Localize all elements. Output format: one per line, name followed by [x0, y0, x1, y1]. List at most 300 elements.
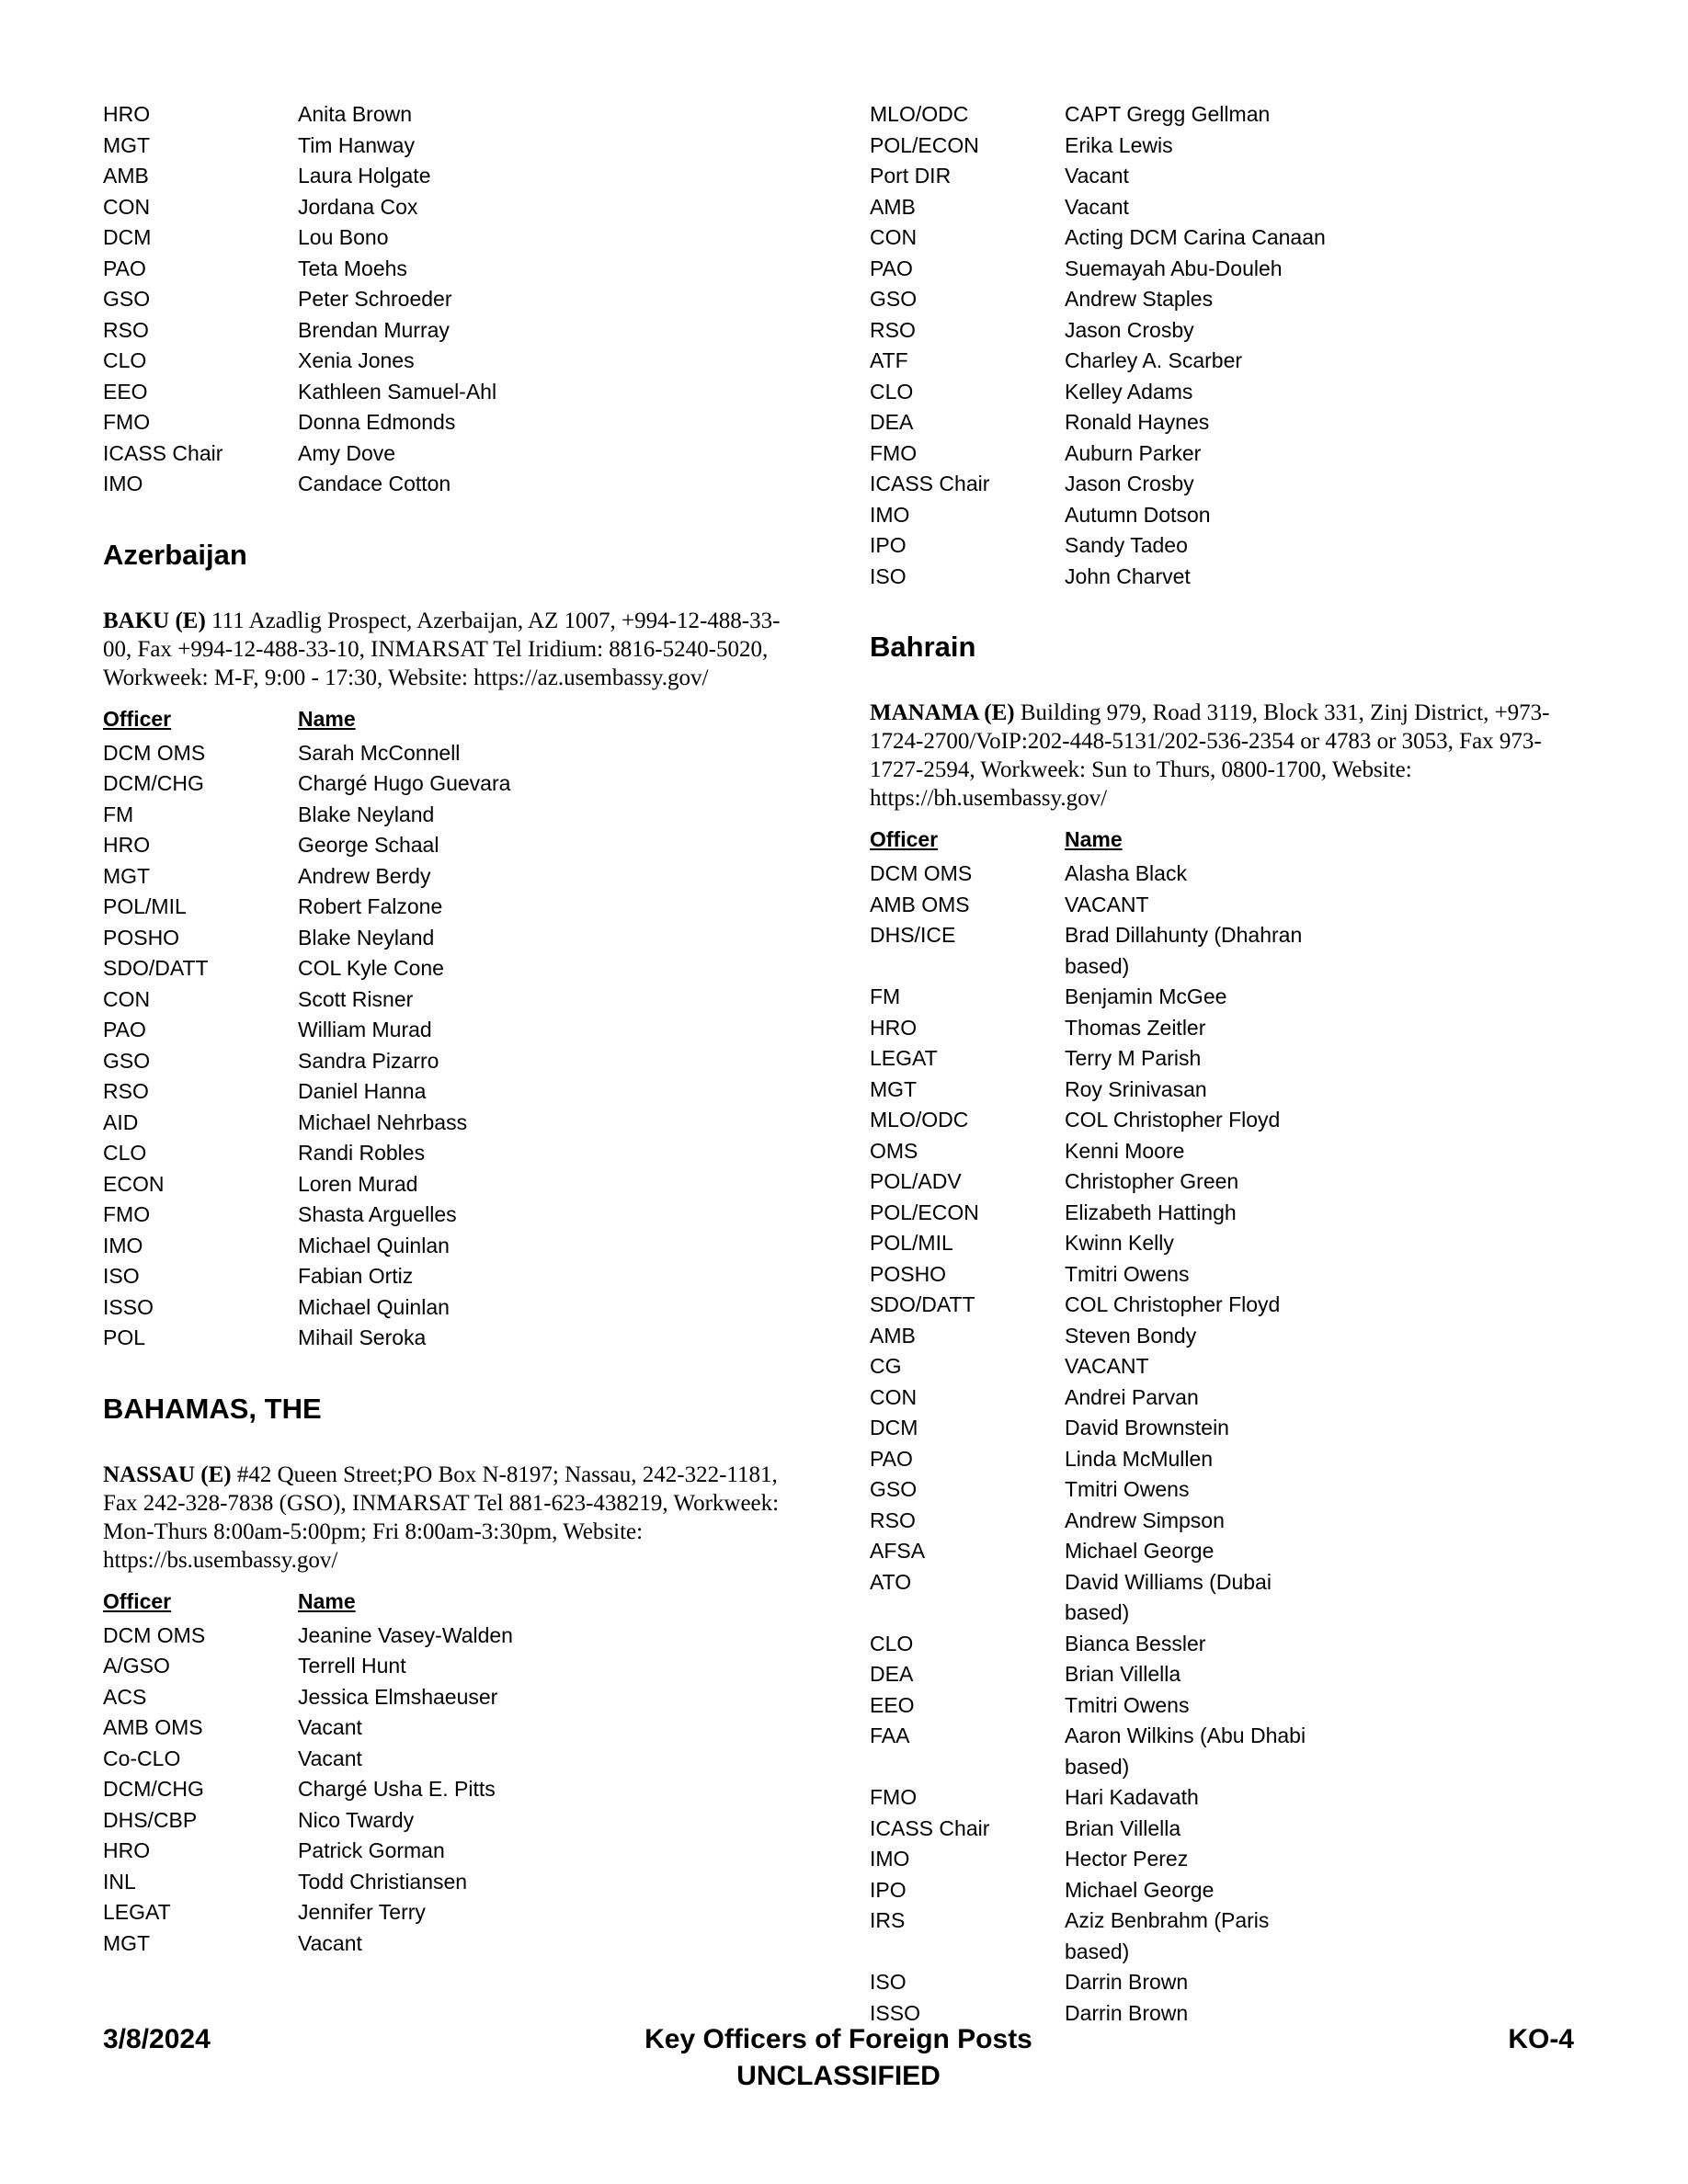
- officer-title: SDO/DATT: [103, 956, 209, 980]
- officer-name: Auburn Parker: [1065, 440, 1202, 465]
- officer-name: Brian Villella: [1065, 1815, 1181, 1840]
- table-row: [870, 1290, 1587, 1321]
- table-row: [103, 346, 820, 377]
- officer-title: POSHO: [870, 1261, 947, 1286]
- officer-title: POL: [103, 1325, 146, 1349]
- officer-title: IPO: [870, 533, 907, 557]
- table-row: [103, 1712, 820, 1744]
- officer-name: Scott Risner: [298, 986, 414, 1011]
- officer-name: Blake Neyland: [298, 802, 435, 826]
- post-name: NASSAU (E): [103, 1462, 232, 1487]
- officer-title: FMO: [870, 1785, 918, 1809]
- table-row: [103, 469, 820, 500]
- officer-name: Hari Kadavath: [1065, 1785, 1199, 1809]
- officer-name: Daniel Hanna: [298, 1079, 427, 1103]
- officer-name: Blake Neyland: [298, 925, 435, 950]
- officer-title: IPO: [870, 1877, 907, 1902]
- footer-title: Key Officers of Foreign Posts: [644, 2024, 1032, 2054]
- name-header: Name: [298, 706, 356, 731]
- table-row: [103, 222, 820, 254]
- table-row: [870, 1075, 1587, 1106]
- officer-name: Tim Hanway: [298, 132, 415, 157]
- officer-name: Nico Twardy: [298, 1807, 415, 1832]
- table-row: [870, 859, 1587, 890]
- table-row: [103, 923, 820, 954]
- table-row: [870, 890, 1587, 921]
- officer-name: VACANT: [1065, 892, 1149, 916]
- officer-name: Sarah McConnell: [298, 740, 461, 765]
- table-row: [870, 1814, 1587, 1845]
- table-row: [870, 1136, 1587, 1167]
- table-row: [870, 254, 1587, 285]
- officer-title: IRS: [870, 1908, 906, 1932]
- table-row: [870, 1043, 1587, 1075]
- table-row: [103, 1621, 820, 1652]
- officer-list-continued: [870, 99, 1587, 592]
- officer-title: MGT: [103, 1930, 151, 1955]
- officer-title: POSHO: [103, 925, 180, 950]
- table-row: [870, 1659, 1587, 1690]
- officer-name: Laura Holgate: [298, 164, 431, 188]
- officer-title: FMO: [103, 410, 151, 434]
- table-row: [103, 1897, 820, 1928]
- officer-title: POL/ECON: [870, 132, 979, 157]
- officer-title: GSO: [870, 1477, 918, 1501]
- officer-name: Donna Edmonds: [298, 410, 456, 434]
- officer-title: LEGAT: [103, 1900, 171, 1924]
- officer-name: Kathleen Samuel-Ahl: [298, 379, 497, 404]
- post-name: BAKU (E): [103, 608, 206, 633]
- officer-name: Xenia Jones: [298, 348, 415, 372]
- officer-title: CON: [870, 225, 918, 249]
- officer-title: DCM OMS: [103, 1622, 206, 1647]
- officer-name: Brad Dillahunty (Dhahran based): [1065, 923, 1303, 978]
- officer-title: A/GSO: [103, 1654, 170, 1678]
- table-row: [103, 738, 820, 769]
- table-row: [870, 469, 1587, 500]
- table-row: [103, 131, 820, 162]
- officer-title: CON: [103, 194, 151, 219]
- table-row: [870, 438, 1587, 470]
- officer-name: Anita Brown: [298, 102, 413, 126]
- table-row: [870, 1351, 1587, 1382]
- officer-name: Candace Cotton: [298, 472, 451, 495]
- officer-name: Christopher Green: [1065, 1169, 1239, 1193]
- officer-name: Amy Dove: [298, 440, 396, 465]
- table-row: [103, 1169, 820, 1200]
- table-row: [870, 1721, 1587, 1782]
- table-row: [870, 1474, 1587, 1506]
- officer-name: John Charvet: [1065, 563, 1191, 588]
- table-row: [103, 377, 820, 408]
- officer-list-continued: [103, 99, 820, 500]
- officer-title: GSO: [870, 287, 918, 311]
- officer-title: ISO: [870, 1970, 907, 1994]
- officer-name: Randi Robles: [298, 1141, 426, 1165]
- table-row: [103, 254, 820, 285]
- table-row: [103, 1046, 820, 1077]
- officer-name: David Brownstein: [1065, 1416, 1229, 1439]
- officer-name: Michael George: [1065, 1539, 1215, 1563]
- officer-name: Andrew Simpson: [1065, 1507, 1225, 1532]
- table-row: [870, 530, 1587, 562]
- name-header: Name: [1065, 827, 1123, 851]
- officer-name: Jessica Elmshaeuser: [298, 1684, 498, 1709]
- officer-name: Robert Falzone: [298, 894, 443, 918]
- officer-title: FMO: [103, 1202, 151, 1226]
- table-row: [870, 1259, 1587, 1291]
- footer-date: 3/8/2024: [103, 2024, 211, 2054]
- officer-list-baku: [103, 738, 820, 1354]
- table-row: [870, 377, 1587, 408]
- officer-name: COL Christopher Floyd: [1065, 1108, 1281, 1132]
- officer-title: OMS: [870, 1138, 918, 1163]
- table-row: [870, 1013, 1587, 1044]
- officer-title: AMB: [870, 194, 916, 219]
- officer-title: POL/MIL: [103, 894, 187, 918]
- officer-title: AMB: [870, 1323, 916, 1348]
- officer-name: Jennifer Terry: [298, 1900, 426, 1924]
- officer-name: Ronald Haynes: [1065, 410, 1210, 434]
- officer-title: CG: [870, 1354, 902, 1378]
- officer-title: MLO/ODC: [870, 1108, 969, 1132]
- officer-title: IMO: [103, 472, 143, 495]
- officer-name: David Williams (Dubai based): [1065, 1569, 1272, 1624]
- officer-name: Jason Crosby: [1065, 472, 1194, 495]
- officer-title: DCM: [870, 1416, 918, 1439]
- officer-title: PAO: [103, 1018, 146, 1041]
- officer-name: Acting DCM Carina Canaan: [1065, 225, 1326, 249]
- officer-name: Jeanine Vasey-Walden: [298, 1622, 513, 1647]
- officer-name: CAPT Gregg Gellman: [1065, 102, 1271, 126]
- table-row: [870, 222, 1587, 254]
- officer-name: Roy Srinivasan: [1065, 1076, 1207, 1101]
- officer-name: Chargé Hugo Guevara: [298, 771, 511, 795]
- officer-title: FM: [103, 802, 134, 826]
- officer-name: Sandy Tadeo: [1065, 533, 1188, 557]
- table-row: [870, 284, 1587, 315]
- officer-title: HRO: [103, 102, 151, 126]
- table-row: [870, 346, 1587, 377]
- officer-name: Tmitri Owens: [1065, 1477, 1190, 1501]
- officer-name: Brendan Murray: [298, 317, 450, 342]
- left-column: [103, 99, 820, 1959]
- officer-title: POL/ADV: [870, 1169, 962, 1193]
- post-details: Building 979, Road 3119, Block 331, Zinj District, +973-1724-2700/VoIP:202-448-5131/202-536-2354 or 4783 or 3053, Fax 973-1727-2594, Workweek: Sun to Thurs, 0800-1700, Website: https://bh.usembassy.gov/: [870, 700, 1550, 811]
- officer-name: Linda McMullen: [1065, 1446, 1214, 1471]
- table-row: [870, 1875, 1587, 1906]
- table-row: [870, 920, 1587, 982]
- officer-title: DCM OMS: [870, 861, 973, 885]
- officer-title: CLO: [103, 348, 147, 372]
- officer-title: POL/MIL: [870, 1231, 953, 1255]
- officer-name: Darrin Brown: [1065, 2000, 1189, 2025]
- table-row: [103, 953, 820, 984]
- table-row: [870, 192, 1587, 223]
- officer-name: Tmitri Owens: [1065, 1692, 1190, 1717]
- table-row: [870, 1166, 1587, 1198]
- officer-title: GSO: [103, 1048, 151, 1073]
- country-heading-bahrain: Bahrain: [870, 631, 976, 663]
- table-row: [870, 562, 1587, 593]
- officer-title: DHS/ICE: [870, 923, 956, 947]
- officer-title: GSO: [103, 287, 151, 311]
- officer-name: Peter Schroeder: [298, 287, 452, 311]
- officer-title: MGT: [103, 863, 151, 888]
- table-row: [103, 1108, 820, 1139]
- table-row: [870, 1967, 1587, 1998]
- officer-title: HRO: [870, 1015, 918, 1040]
- officer-name: Darrin Brown: [1065, 1970, 1189, 1994]
- officer-name: William Murad: [298, 1018, 432, 1041]
- officer-title: IMO: [103, 1233, 143, 1257]
- post-details: #42 Queen Street;PO Box N-8197; Nassau, 242-322-1181, Fax 242-328-7838 (GSO), INMARSAT Tel 881-623-438219, Workweek: Mon-Thurs 8:00am-5:00pm; Fri 8:00am-3:30pm, Website: https://bs.usembassy.gov/: [103, 1462, 780, 1573]
- table-row: [870, 1413, 1587, 1444]
- table-row: [103, 1231, 820, 1262]
- table-row: [870, 1844, 1587, 1875]
- table-row: [103, 284, 820, 315]
- table-header: [870, 825, 1587, 853]
- table-row: [103, 830, 820, 861]
- officer-name: Terrell Hunt: [298, 1654, 406, 1678]
- table-row: [103, 1323, 820, 1354]
- table-row: [870, 1506, 1587, 1537]
- post-details: 111 Azadlig Prospect, Azerbaijan, AZ 1007, +994-12-488-33-00, Fax +994-12-488-33-10, INMARSAT Tel Iridium: 8816-5240-5020, Workweek: M-F, 9:00 - 17:30, Website: https://az.usembassy.gov/: [103, 608, 781, 690]
- officer-name: Terry M Parish: [1065, 1046, 1202, 1070]
- officer-title: ICASS Chair: [870, 472, 990, 495]
- officer-list-manama: [870, 859, 1587, 2029]
- officer-title: ISO: [103, 1264, 140, 1288]
- officer-title: RSO: [870, 1507, 916, 1532]
- officer-name: Autumn Dotson: [1065, 502, 1211, 527]
- officer-title: DHS/CBP: [103, 1807, 198, 1832]
- table-row: [870, 1567, 1587, 1629]
- table-row: [870, 1382, 1587, 1414]
- table-row: [103, 407, 820, 438]
- officer-title: HRO: [103, 1838, 151, 1862]
- officer-title: Port DIR: [870, 164, 952, 188]
- right-column: [870, 99, 1587, 2029]
- officer-name: Tmitri Owens: [1065, 1261, 1190, 1286]
- table-row: [103, 1261, 820, 1292]
- table-row: [103, 315, 820, 347]
- officer-name: VACANT: [1065, 1354, 1149, 1378]
- officer-title: PAO: [103, 256, 146, 280]
- officer-name: George Schaal: [298, 833, 439, 857]
- officer-title: ISSO: [870, 2000, 920, 2025]
- officer-title: MGT: [103, 132, 151, 157]
- officer-name: Andrew Staples: [1065, 287, 1214, 311]
- officer-title: CLO: [870, 379, 914, 404]
- officer-title: ACS: [103, 1684, 147, 1709]
- table-row: [103, 800, 820, 831]
- officer-name: Charley A. Scarber: [1065, 348, 1243, 372]
- officer-name: Lou Bono: [298, 225, 389, 249]
- officer-name: Shasta Arguelles: [298, 1202, 457, 1226]
- officer-title: ICASS Chair: [870, 1815, 990, 1840]
- table-header: [103, 1587, 820, 1615]
- table-row: [870, 1782, 1587, 1814]
- officer-name: Vacant: [1065, 164, 1129, 188]
- officer-name: Aziz Benbrahm (Paris based): [1065, 1908, 1270, 1963]
- table-row: [103, 768, 820, 800]
- table-row: [103, 984, 820, 1016]
- officer-title: DEA: [870, 1662, 914, 1686]
- officer-name: Jordana Cox: [298, 194, 418, 219]
- officer-title: POL/ECON: [870, 1200, 979, 1224]
- table-row: [103, 99, 820, 131]
- table-row: [103, 438, 820, 470]
- table-row: [870, 1690, 1587, 1722]
- officer-title: PAO: [870, 1446, 913, 1471]
- table-row: [870, 1228, 1587, 1259]
- table-row: [103, 1744, 820, 1775]
- table-row: [870, 131, 1587, 162]
- officer-title: IMO: [870, 502, 910, 527]
- officer-title: ECON: [103, 1171, 165, 1196]
- officer-name: Hector Perez: [1065, 1847, 1189, 1871]
- officer-name: Michael George: [1065, 1877, 1215, 1902]
- officer-title: MLO/ODC: [870, 102, 969, 126]
- officer-title: DCM: [103, 225, 152, 249]
- officer-title: MGT: [870, 1076, 918, 1101]
- table-row: [870, 1905, 1587, 1967]
- table-row: [870, 1444, 1587, 1475]
- officer-name: Todd Christiansen: [298, 1869, 468, 1894]
- officer-name: Andrew Berdy: [298, 863, 431, 888]
- officer-name: COL Christopher Floyd: [1065, 1292, 1281, 1316]
- officer-name: Jason Crosby: [1065, 317, 1194, 342]
- officer-name: Suemayah Abu-Douleh: [1065, 256, 1283, 280]
- officer-name: Brian Villella: [1065, 1662, 1181, 1686]
- officer-title: CON: [103, 986, 151, 1011]
- officer-title: CON: [870, 1384, 918, 1409]
- officer-name: Elizabeth Hattingh: [1065, 1200, 1237, 1224]
- table-row: [103, 1805, 820, 1837]
- officer-name: Thomas Zeitler: [1065, 1015, 1206, 1040]
- officer-title: ISO: [870, 563, 907, 588]
- officer-name: Michael Nehrbass: [298, 1109, 468, 1134]
- officer-title: RSO: [103, 1079, 149, 1103]
- table-row: [870, 1198, 1587, 1229]
- table-row: [870, 1629, 1587, 1660]
- officer-title: ATF: [870, 348, 908, 372]
- officer-name: Vacant: [298, 1930, 362, 1955]
- table-row: [870, 315, 1587, 347]
- officer-title: RSO: [103, 317, 149, 342]
- table-row: [870, 982, 1587, 1013]
- officer-name: Kwinn Kelly: [1065, 1231, 1174, 1255]
- footer-classification: UNCLASSIFIED: [736, 2061, 941, 2091]
- post-info-manama: [870, 699, 1568, 813]
- officer-title: SDO/DATT: [870, 1292, 975, 1316]
- table-row: [103, 161, 820, 192]
- officer-title: CLO: [103, 1141, 147, 1165]
- country-heading-azerbaijan: Azerbaijan: [103, 538, 247, 571]
- officer-name: Patrick Gorman: [298, 1838, 445, 1862]
- officer-name: Andrei Parvan: [1065, 1384, 1199, 1409]
- table-row: [103, 1200, 820, 1231]
- officer-name: Chargé Usha E. Pitts: [298, 1777, 496, 1801]
- officer-name: Fabian Ortiz: [298, 1264, 414, 1288]
- officer-name: Teta Moehs: [298, 256, 407, 280]
- officer-name: Vacant: [1065, 194, 1129, 219]
- officer-title: DCM/CHG: [103, 1777, 204, 1801]
- table-row: [870, 161, 1587, 192]
- officer-name: Kelley Adams: [1065, 379, 1193, 404]
- table-row: [103, 1774, 820, 1805]
- officer-title: DCM/CHG: [103, 771, 204, 795]
- officer-name: Alasha Black: [1065, 861, 1187, 885]
- officer-name: Vacant: [298, 1715, 362, 1739]
- officer-title: Co-CLO: [103, 1746, 181, 1770]
- officer-name: Vacant: [298, 1746, 362, 1770]
- officer-name: Aaron Wilkins (Abu Dhabi based): [1065, 1723, 1306, 1779]
- officer-title: EEO: [103, 379, 148, 404]
- table-row: [870, 99, 1587, 131]
- page-footer: [103, 2024, 1574, 2107]
- table-row: [103, 1867, 820, 1898]
- table-row: [103, 1928, 820, 1960]
- officer-header: Officer: [103, 706, 172, 731]
- officer-name: Mihail Seroka: [298, 1325, 427, 1349]
- officer-name: Kenni Moore: [1065, 1138, 1185, 1163]
- officer-header: Officer: [870, 827, 939, 851]
- footer-page-number: KO-4: [1508, 2024, 1574, 2054]
- officer-name: Michael Quinlan: [298, 1233, 450, 1257]
- table-row: [103, 892, 820, 923]
- table-row: [103, 1015, 820, 1046]
- table-row: [870, 407, 1587, 438]
- table-row: [103, 1682, 820, 1713]
- post-name: MANAMA (E): [870, 700, 1015, 725]
- officer-name: Erika Lewis: [1065, 132, 1173, 157]
- table-row: [870, 500, 1587, 531]
- officer-list-nassau: [103, 1621, 820, 1960]
- officer-name: Bianca Bessler: [1065, 1631, 1206, 1655]
- table-row: [103, 1076, 820, 1108]
- officer-title: FMO: [870, 440, 918, 465]
- table-row: [103, 192, 820, 223]
- officer-title: IMO: [870, 1847, 910, 1871]
- officer-title: CLO: [870, 1631, 914, 1655]
- officer-title: ICASS Chair: [103, 440, 223, 465]
- officer-title: AMB OMS: [870, 892, 970, 916]
- table-row: [103, 861, 820, 893]
- officer-title: HRO: [103, 833, 151, 857]
- officer-title: ISSO: [103, 1294, 154, 1319]
- table-row: [870, 1536, 1587, 1567]
- table-row: [870, 1105, 1587, 1136]
- officer-title: DCM OMS: [103, 740, 206, 765]
- officer-title: ATO: [870, 1569, 912, 1594]
- officer-name: Loren Murad: [298, 1171, 418, 1196]
- post-info-baku: [103, 607, 802, 692]
- name-header: Name: [298, 1588, 356, 1613]
- table-row: [103, 1836, 820, 1867]
- officer-title: INL: [103, 1869, 136, 1894]
- officer-title: FAA: [870, 1723, 910, 1747]
- table-header: [103, 705, 820, 733]
- officer-name: Michael Quinlan: [298, 1294, 450, 1319]
- officer-name: COL Kyle Cone: [298, 956, 444, 980]
- officer-name: Sandra Pizarro: [298, 1048, 439, 1073]
- officer-title: EEO: [870, 1692, 915, 1717]
- country-heading-bahamas: BAHAMAS, THE: [103, 1392, 322, 1425]
- officer-title: LEGAT: [870, 1046, 938, 1070]
- officer-title: PAO: [870, 256, 913, 280]
- table-row: [103, 1138, 820, 1169]
